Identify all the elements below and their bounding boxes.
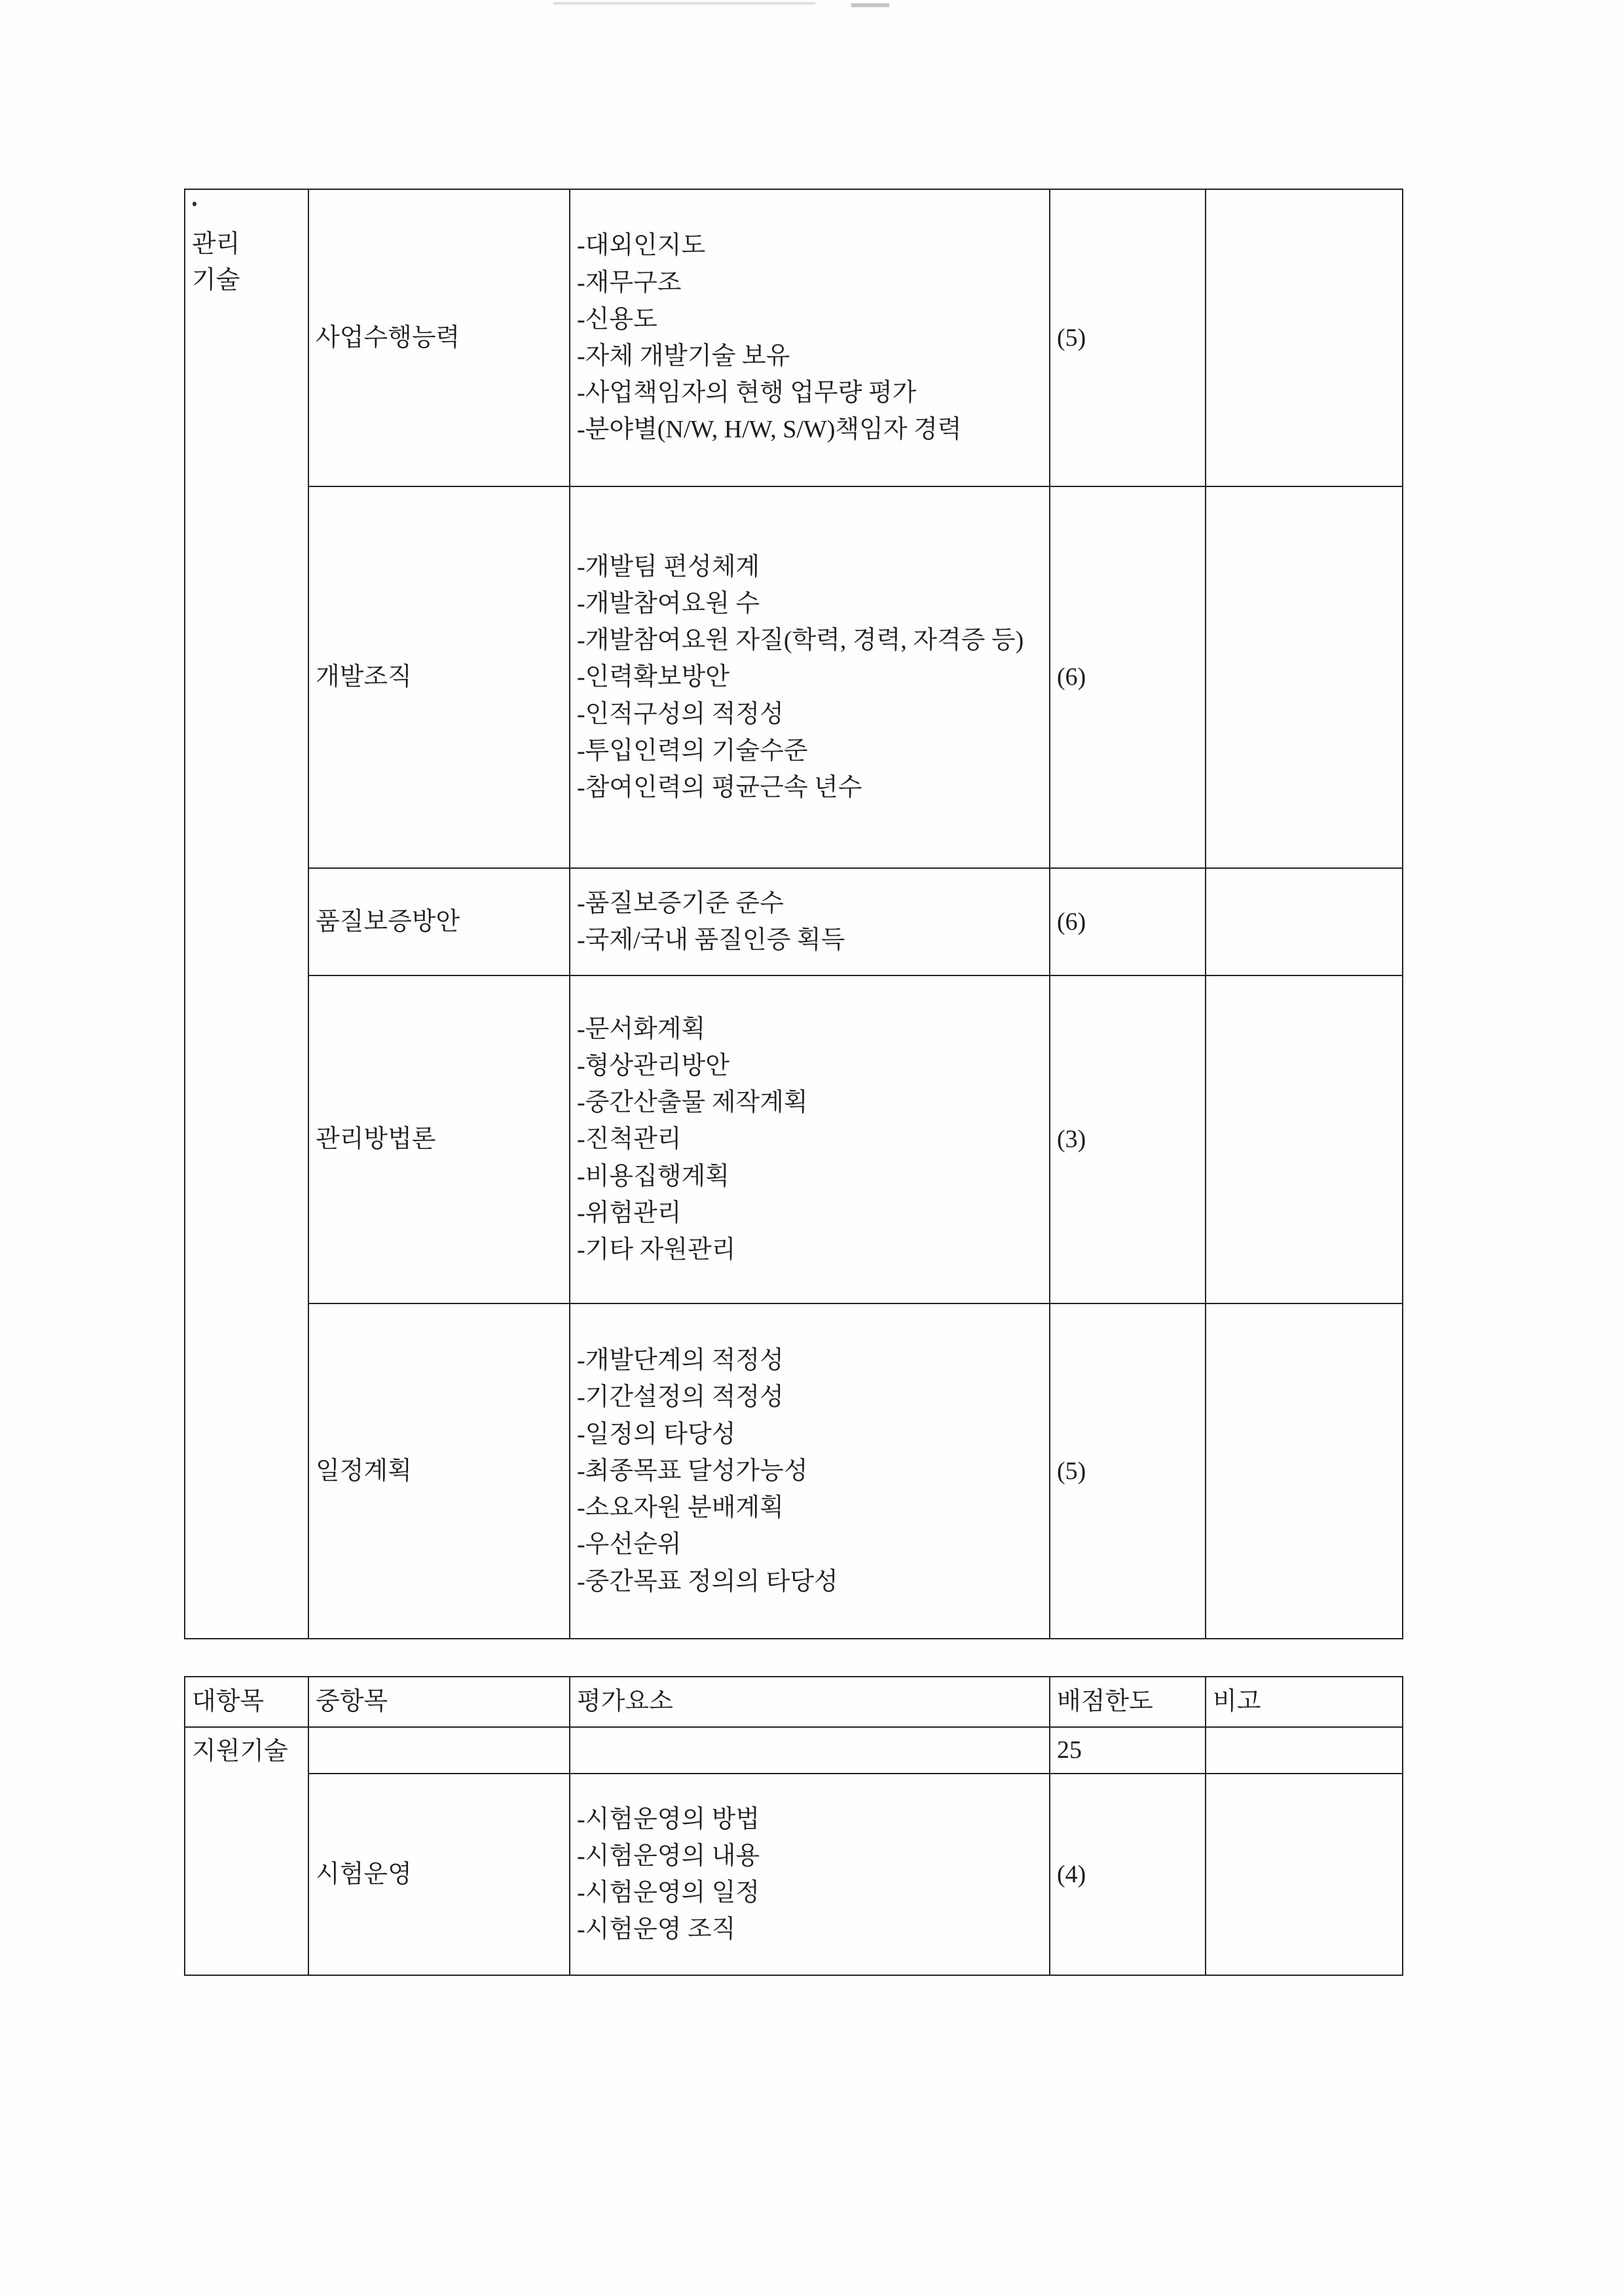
criteria-line: -일정의 타당성 (577, 1420, 736, 1448)
item-cell (309, 487, 570, 869)
criteria-cell (570, 1304, 1050, 1638)
header-label: 비고 (1213, 1688, 1261, 1716)
item-cell (309, 869, 570, 976)
criteria-line: -자체 개발기술 보유 (577, 342, 790, 370)
criteria-line: -품질보증기준 준수 (577, 889, 784, 917)
criteria-line: -기간설정의 적정성 (577, 1383, 784, 1412)
criteria-cell (570, 1774, 1050, 1975)
category-label: 지원기술 (192, 1738, 288, 1765)
item-label: 사업수행능력 (316, 323, 460, 352)
criteria-line: -신용도 (577, 305, 657, 333)
header-cell-major-item (185, 1677, 309, 1728)
criteria-line: -소요자원 분배계획 (577, 1494, 784, 1522)
criteria-line: -우선순위 (577, 1531, 682, 1559)
score-value: (5) (1057, 323, 1086, 352)
item-label: 시험운영 (316, 1860, 412, 1888)
item-cell (309, 1774, 570, 1975)
header-cell-score-limit (1050, 1677, 1206, 1728)
score-cell (1050, 869, 1206, 976)
criteria-cell (570, 487, 1050, 869)
score-cell (1050, 976, 1206, 1304)
note-cell (1206, 869, 1402, 976)
item-cell (309, 1728, 570, 1774)
criteria-line: -비용집행계획 (577, 1162, 729, 1190)
score-value: (6) (1057, 663, 1086, 691)
criteria-line: -인적구성의 적정성 (577, 700, 784, 728)
item-cell (309, 1304, 570, 1638)
criteria-line: -중간목표 정의의 타당성 (577, 1567, 838, 1595)
header-cell-middle-item (309, 1677, 570, 1728)
criteria-cell (570, 869, 1050, 976)
header-label: 배점한도 (1057, 1688, 1153, 1716)
category-label-line: 관리 (192, 230, 240, 258)
header-label: 평가요소 (577, 1688, 673, 1716)
criteria-line: -국제/국내 품질인증 획득 (577, 926, 845, 954)
support-skill-table (184, 1676, 1403, 1976)
criteria-line: -인력확보방안 (577, 663, 729, 691)
criteria-line: -대외인지도 (577, 232, 706, 260)
score-value: (6) (1057, 907, 1086, 936)
item-cell (309, 190, 570, 487)
note-cell (1206, 1774, 1402, 1975)
category-cell-management-skill (185, 190, 309, 1638)
criteria-line: -사업책임자의 현행 업무량 평가 (577, 379, 917, 407)
score-value: (4) (1057, 1860, 1086, 1888)
note-cell (1206, 1304, 1402, 1638)
score-value: 25 (1057, 1736, 1082, 1764)
note-cell (1206, 487, 1402, 869)
header-label: 중항목 (316, 1688, 388, 1716)
criteria-line: -개발단계의 적정성 (577, 1347, 784, 1375)
score-cell (1050, 1774, 1206, 1975)
criteria-line: -위험관리 (577, 1199, 682, 1227)
header-cell-remarks (1206, 1677, 1402, 1728)
score-value: (3) (1057, 1125, 1086, 1154)
criteria-line: -시험운영의 일정 (577, 1879, 760, 1906)
criteria-line: -투입인력의 기술수준 (577, 737, 808, 765)
scan-artifact (553, 2, 815, 5)
criteria-cell (570, 1728, 1050, 1774)
criteria-line: -문서화계획 (577, 1015, 706, 1043)
criteria-line: -재무구조 (577, 268, 682, 297)
criteria-line: -개발팀 편성체계 (577, 553, 760, 581)
score-cell (1050, 190, 1206, 487)
header-cell-criteria (570, 1677, 1050, 1728)
note-cell (1206, 190, 1402, 487)
criteria-line: -참여인력의 평균근속 년수 (577, 774, 862, 802)
criteria-line: -개발참여요원 자질(학력, 경력, 자격증 등) (577, 627, 1024, 655)
scan-artifact (851, 3, 889, 7)
score-cell (1050, 1728, 1206, 1774)
item-label: 개발조직 (316, 663, 412, 691)
header-label: 대항목 (192, 1688, 265, 1716)
score-value: (5) (1057, 1457, 1086, 1485)
score-cell (1050, 487, 1206, 869)
note-cell (1206, 976, 1402, 1304)
criteria-line: -형상관리방안 (577, 1051, 729, 1080)
criteria-line: -개발참여요원 수 (577, 589, 760, 617)
item-cell (309, 976, 570, 1304)
criteria-line: -분야별(N/W, H/W, S/W)책임자 경력 (577, 416, 962, 444)
item-label: 품질보증방안 (316, 907, 460, 936)
criteria-line: -기타 자원관리 (577, 1236, 736, 1264)
item-label: 관리방법론 (316, 1125, 436, 1154)
management-skill-table (184, 189, 1403, 1639)
criteria-line: -시험운영의 방법 (577, 1805, 760, 1833)
note-cell (1206, 1728, 1402, 1774)
criteria-line: -최종목표 달성가능성 (577, 1457, 808, 1485)
criteria-line: -시험운영의 내용 (577, 1842, 760, 1870)
category-label-line: 기술 (192, 266, 240, 295)
criteria-line: -중간산출물 제작계획 (577, 1089, 808, 1117)
category-cell-support-skill (185, 1728, 309, 1975)
criteria-line: -시험운영 조직 (577, 1916, 736, 1944)
score-cell (1050, 1304, 1206, 1638)
item-label: 일정계획 (316, 1457, 412, 1485)
criteria-cell (570, 976, 1050, 1304)
criteria-cell (570, 190, 1050, 487)
criteria-line: -진척관리 (577, 1125, 682, 1154)
